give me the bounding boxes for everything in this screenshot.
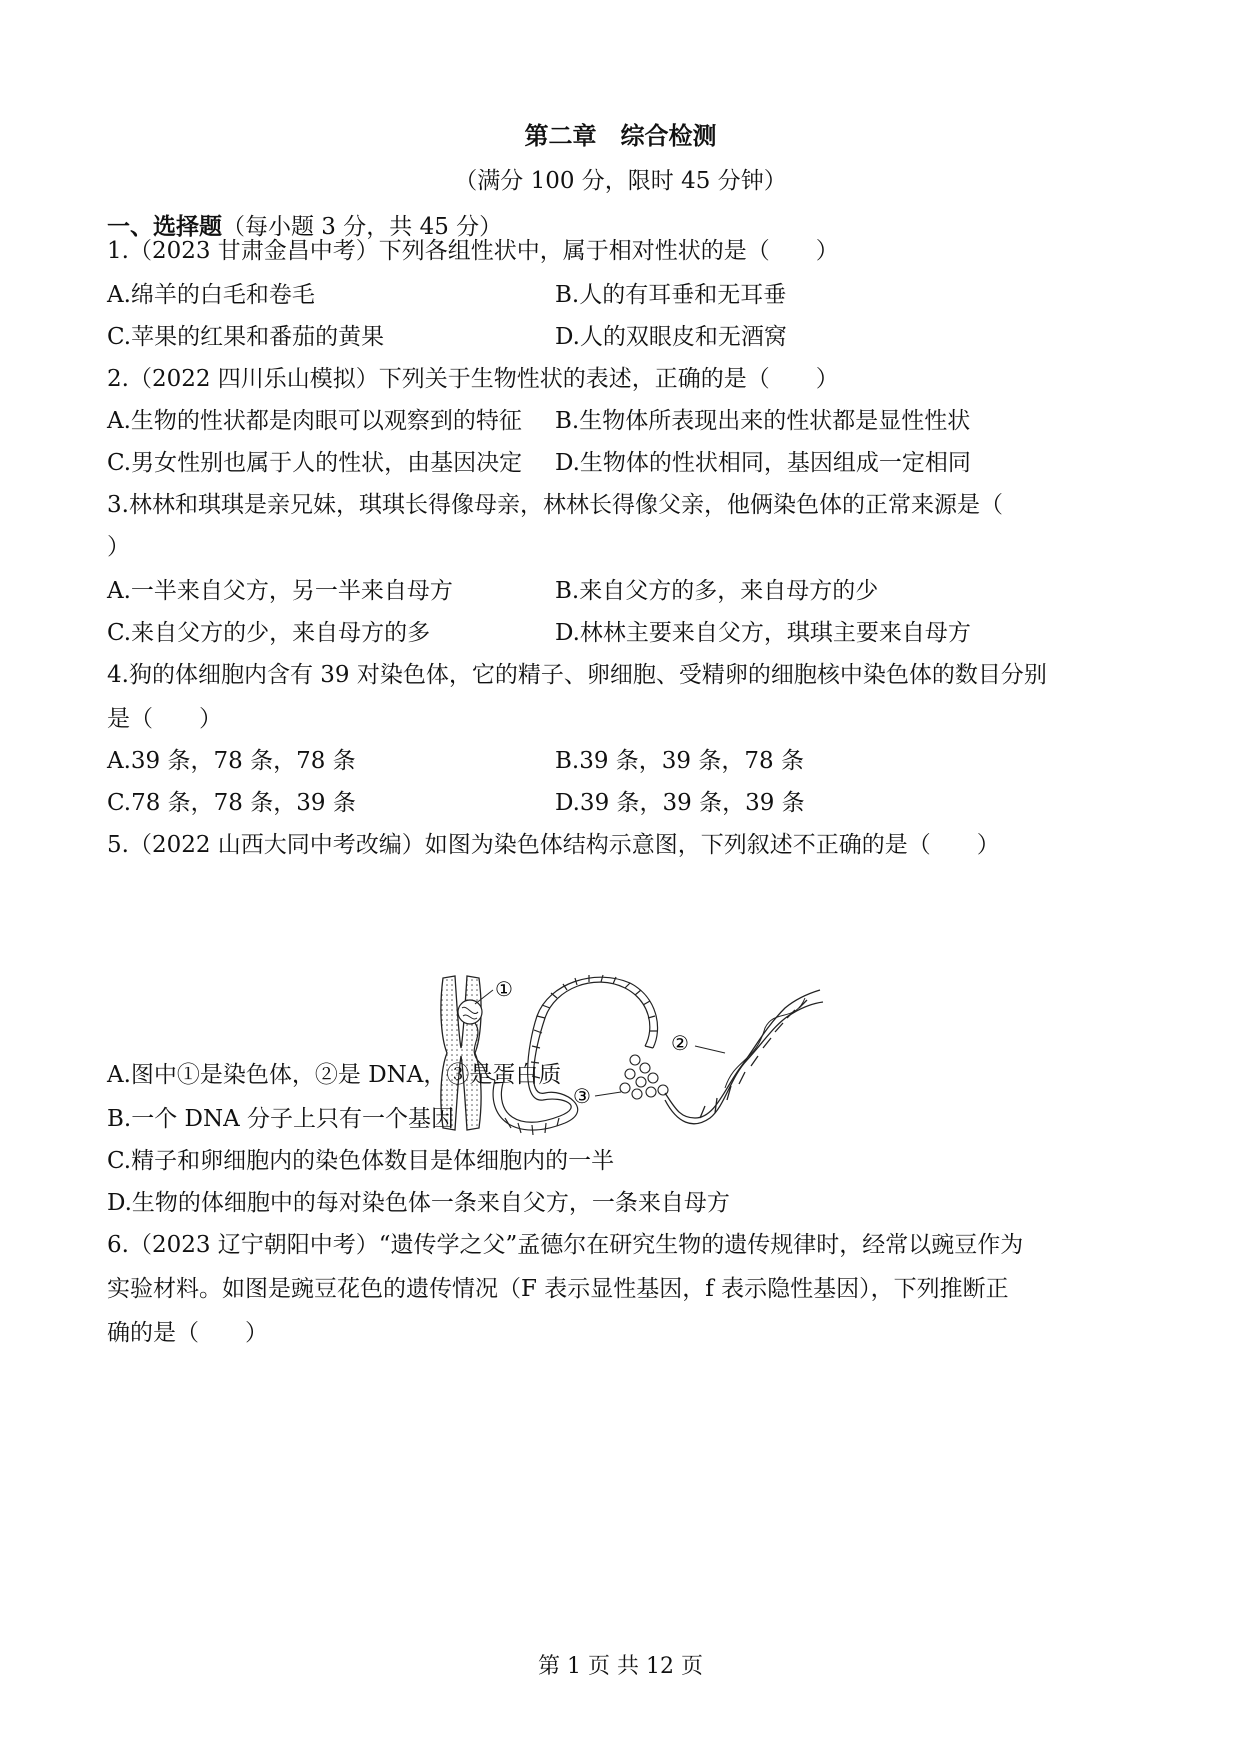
section-title: 一、选择题: [107, 213, 222, 240]
fig-label-2: ②: [671, 1031, 689, 1055]
q5-option-c: C.精子和卵细胞内的染色体数目是体细胞内的一半: [107, 1148, 615, 1174]
q3-stem-line2: ）: [107, 534, 130, 560]
leader-line-2: [695, 1046, 725, 1053]
q4-option-a: A.39 条，78 条，78 条: [107, 748, 356, 774]
q2-option-b: B.生物体所表现出来的性状都是显性性状: [555, 408, 971, 434]
q3-option-c: C.来自父方的少，来自母方的多: [107, 620, 431, 646]
chromosome-structure-figure: [425, 968, 825, 1143]
q2-option-c: C.男女性别也属于人的性状，由基因决定: [107, 450, 523, 476]
page-title: 第二章 综合检测: [524, 121, 717, 150]
q1-option-d: D.人的双眼皮和无酒窝: [555, 324, 787, 350]
q4-option-d: D.39 条，39 条，39 条: [555, 790, 805, 816]
section-note: （每小题 3 分，共 45 分）: [222, 214, 503, 240]
q4-option-b: B.39 条，39 条，78 条: [555, 748, 804, 774]
page-subtitle: （满分 100 分，限时 45 分钟）: [454, 168, 787, 194]
q6-stem-line1: 6.（2023 辽宁朝阳中考）“遗传学之父”孟德尔在研究生物的遗传规律时，经常以豌豆作为: [107, 1232, 1024, 1258]
q2-stem: 2.（2022 四川乐山模拟）下列关于生物性状的表述，正确的是（ ）: [107, 366, 839, 392]
q3-option-b: B.来自父方的多，来自母方的少: [555, 578, 879, 604]
dna-double-helix: [665, 990, 823, 1124]
q1-stem: 1.（2023 甘肃金昌中考）下列各组性状中，属于相对性状的是（ ）: [107, 238, 839, 264]
q4-option-c: C.78 条，78 条，39 条: [107, 790, 356, 816]
q1-option-a: A.绵羊的白毛和卷毛: [107, 282, 315, 308]
q5-option-d: D.生物的体细胞中的每对染色体一条来自父方，一条来自母方: [107, 1190, 730, 1216]
q1-option-b: B.人的有耳垂和无耳垂: [555, 282, 787, 308]
q2-option-a: A.生物的性状都是肉眼可以观察到的特征: [107, 408, 522, 434]
q5-option-a: A.图中①是染色体，②是 DNA，③是蛋白质: [107, 1062, 562, 1088]
leader-line-3: [595, 1092, 621, 1096]
q5-stem: 5.（2022 山西大同中考改编）如图为染色体结构示意图，下列叙述不正确的是（ ）: [107, 832, 1000, 858]
q5-option-b: B.一个 DNA 分子上只有一个基因: [107, 1106, 455, 1132]
nucleosome-beads: [620, 1055, 668, 1099]
q3-stem-line1: 3.林林和琪琪是亲兄妹，琪琪长得像母亲，林林长得像父亲，他俩染色体的正常来源是（: [107, 492, 1003, 518]
q6-stem-line3: 确的是（ ）: [107, 1320, 268, 1346]
page-footer: 第 1 页 共 12 页: [538, 1654, 703, 1679]
fig-label-1: ①: [495, 977, 513, 1001]
q1-option-c: C.苹果的红果和番茄的黄果: [107, 324, 385, 350]
q6-stem-line2: 实验材料。如图是豌豆花色的遗传情况（F 表示显性基因，f 表示隐性基因），下列推断正: [107, 1276, 1009, 1302]
q4-stem-line1: 4.狗的体细胞内含有 39 对染色体，它的精子、卵细胞、受精卵的细胞核中染色体的数目分别: [107, 662, 1047, 688]
q2-option-d: D.生物体的性状相同，基因组成一定相同: [555, 450, 971, 476]
fig-label-3: ③: [573, 1084, 591, 1108]
q3-option-a: A.一半来自父方，另一半来自母方: [107, 578, 453, 604]
q3-option-d: D.林林主要来自父方，琪琪主要来自母方: [555, 620, 971, 646]
q4-stem-line2: 是（ ）: [107, 706, 222, 732]
